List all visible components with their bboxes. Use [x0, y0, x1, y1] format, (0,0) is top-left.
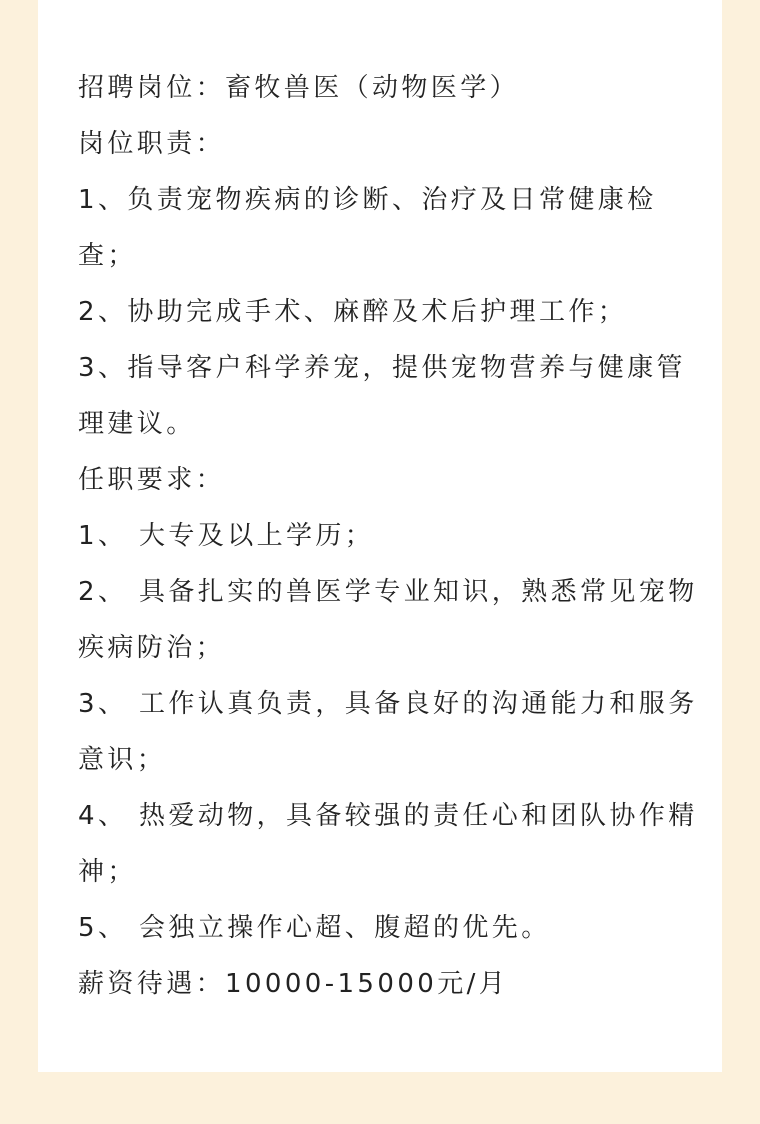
requirements-heading: 任职要求：	[78, 465, 226, 495]
position-line: 招聘岗位：畜牧兽医（动物医学）	[78, 73, 520, 103]
duty-item-3: 3、指导客户科学养宠，提供宠物营养与健康管理建议。	[78, 353, 686, 439]
requirement-item-5: 5、 会独立操作心超、腹超的优先。	[78, 913, 551, 943]
requirement-item-2: 2、 具备扎实的兽医学专业知识，熟悉常见宠物疾病防治；	[78, 577, 698, 663]
salary-line: 薪资待遇：10000-15000元/月	[78, 969, 509, 999]
duties-heading: 岗位职责：	[78, 129, 226, 159]
duty-item-2: 2、协助完成手术、麻醉及术后护理工作；	[78, 297, 628, 327]
duty-item-1: 1、负责宠物疾病的诊断、治疗及日常健康检查；	[78, 185, 657, 271]
job-posting-card	[38, 0, 722, 1072]
requirement-item-1: 1、 大专及以上学历；	[78, 521, 375, 551]
requirement-item-3: 3、 工作认真负责，具备良好的沟通能力和服务意识；	[78, 689, 698, 775]
requirement-item-4: 4、 热爱动物，具备较强的责任心和团队协作精神；	[78, 801, 698, 887]
job-posting-content	[78, 60, 698, 1012]
